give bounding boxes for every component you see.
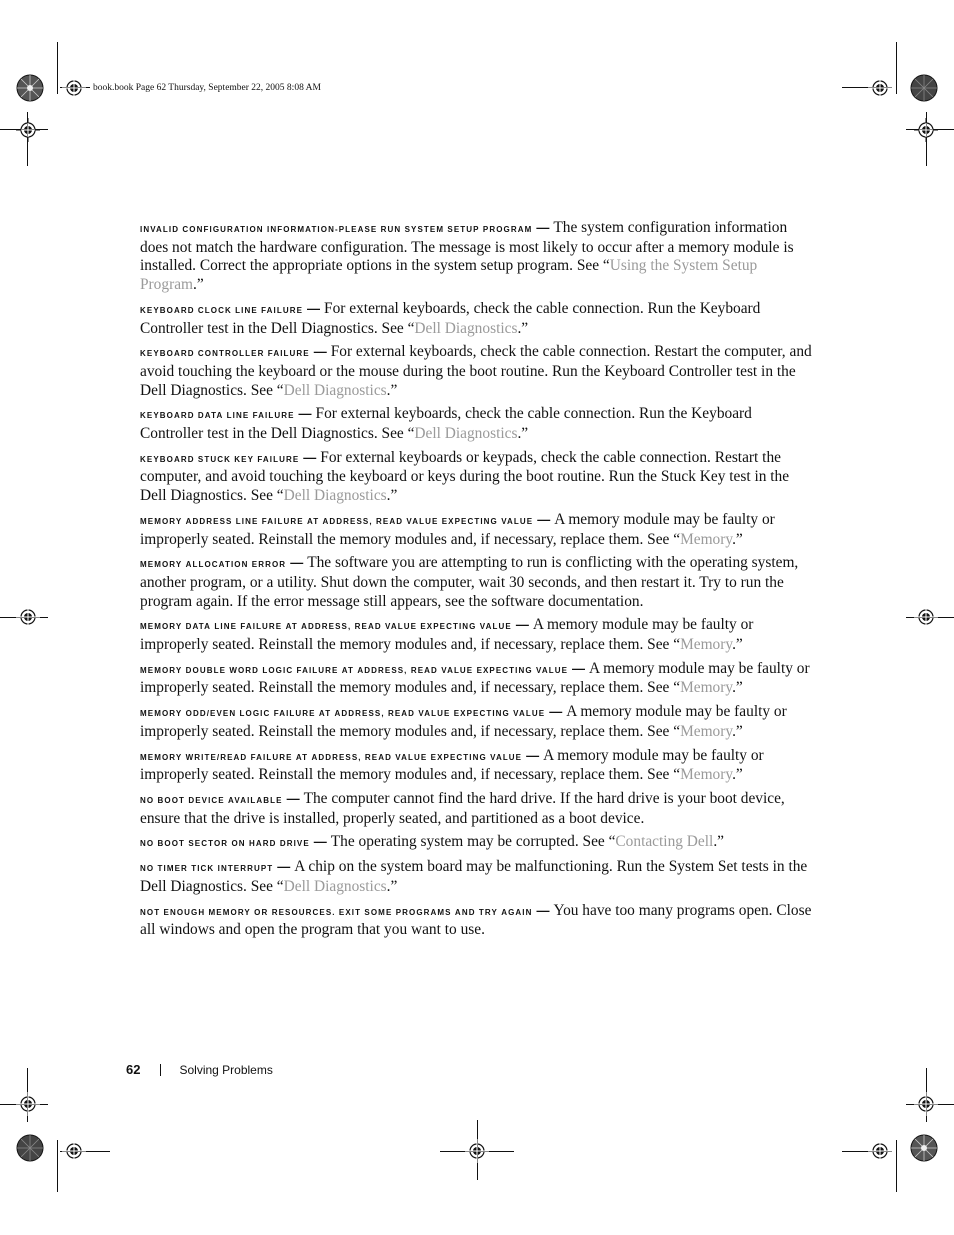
error-term: memory allocation error	[140, 557, 287, 571]
color-wheel-icon	[16, 74, 44, 102]
list-item	[140, 703, 812, 741]
closing-quote: .”	[193, 276, 204, 294]
cross-reference-link[interactable]: Dell Diagnostics	[283, 877, 387, 895]
registration-target-icon	[16, 118, 40, 142]
closing-quote: .”	[713, 833, 724, 851]
em-dash: —	[515, 617, 529, 633]
registration-target-icon	[16, 1092, 40, 1116]
error-term: memory write/read failure at address, read value expecting value	[140, 749, 523, 763]
error-description: You have too many programs open. Close all windows and open the program that you want to use.	[140, 901, 812, 939]
error-term: no timer tick interrupt	[140, 861, 274, 875]
cross-reference-link[interactable]: Memory	[680, 766, 733, 784]
error-term: no boot sector on hard drive	[140, 836, 310, 850]
list-item	[140, 902, 812, 940]
print-file-info: book.book Page 62 Thursday, September 22, 2005 8:08 AM	[93, 83, 321, 93]
error-term: keyboard clock line failure	[140, 302, 304, 316]
color-wheel-icon	[910, 1134, 938, 1162]
closing-quote: .”	[517, 319, 529, 337]
error-term: memory odd/even logic failure at address, read value expecting value	[140, 706, 546, 720]
list-item	[140, 219, 812, 295]
error-description: The software you are attempting to run is conflicting with the operating system, another program, or a utility. Shut down the computer, wait 30 seconds, and then restart it. Try to run the program again. If the error message still appears, see the software documentation.	[140, 554, 799, 610]
registration-target-icon	[868, 1139, 892, 1163]
section-title: Solving Problems	[179, 1062, 273, 1077]
closing-quote: .”	[732, 722, 743, 740]
list-item	[140, 405, 812, 443]
error-description: A chip on the system board may be malfunctioning. Run the System Set tests in the Dell Diagnostics. See “	[140, 858, 808, 895]
closing-quote: .”	[386, 381, 398, 399]
cross-reference-link[interactable]: Dell Diagnostics	[414, 319, 518, 337]
list-item	[140, 300, 812, 338]
em-dash: —	[549, 704, 563, 720]
error-description: The operating system may be corrupted. See “	[330, 833, 616, 851]
registration-target-icon	[62, 76, 86, 100]
em-dash: —	[313, 344, 327, 360]
list-item	[140, 790, 812, 828]
em-dash: —	[526, 747, 540, 763]
error-description: For external keyboards, check the cable connection. Run the Keyboard Controller test in the Dell Diagnostics. See “	[140, 299, 761, 337]
error-description: A memory module may be faulty or improperly seated. Reinstall the memory modules and, if necessary, replace them. See “	[140, 510, 775, 548]
error-description: A memory module may be faulty or improperly seated. Reinstall the memory modules and, if necessary, replace them. See “	[140, 746, 764, 784]
registration-target-icon	[914, 1092, 938, 1116]
error-description: The system configuration information does not match the hardware configuration. The message is most likely to occur after a memory module is installed. Correct the appropriate options in the system setup program. See “	[140, 219, 794, 275]
closing-quote: .”	[386, 877, 398, 895]
closing-quote: .”	[732, 636, 743, 654]
cross-reference-link[interactable]: Dell Diagnostics	[283, 487, 387, 505]
list-item	[140, 858, 812, 896]
page-footer	[126, 1062, 273, 1077]
color-wheel-icon	[16, 1134, 44, 1162]
list-item	[140, 343, 812, 400]
em-dash: —	[572, 660, 586, 676]
error-description: A memory module may be faulty or improperly seated. Reinstall the memory modules and, if necessary, replace them. See “	[140, 703, 787, 740]
error-term: memory address line failure at address, read value expecting value	[140, 513, 534, 527]
error-description: A memory module may be faulty or improperly seated. Reinstall the memory modules and, if necessary, replace them. See “	[140, 659, 810, 697]
registration-target-icon	[16, 605, 40, 629]
error-term: keyboard data line failure	[140, 408, 295, 422]
closing-quote: .”	[732, 766, 743, 784]
em-dash: —	[537, 511, 551, 527]
error-term: no boot device available	[140, 792, 283, 806]
cross-reference-link[interactable]: Dell Diagnostics	[414, 425, 518, 443]
registration-target-icon	[465, 1139, 489, 1163]
em-dash: —	[536, 220, 550, 235]
error-term: invalid configuration information-please run system setup program	[140, 222, 533, 235]
em-dash: —	[307, 300, 321, 316]
registration-target-icon	[914, 605, 938, 629]
error-term: keyboard stuck key failure	[140, 451, 300, 465]
error-term: memory double word logic failure at address, read value expecting value	[140, 662, 569, 676]
error-message-list	[140, 219, 812, 945]
error-term: not enough memory or resources. exit some programs and try again	[140, 904, 533, 918]
error-term: memory data line failure at address, read value expecting value	[140, 619, 512, 633]
em-dash: —	[290, 555, 304, 571]
closing-quote: .”	[732, 679, 743, 697]
cross-reference-link[interactable]: Contacting Dell	[615, 833, 714, 851]
list-item	[140, 554, 812, 611]
error-description: A memory module may be faulty or improperly seated. Reinstall the memory modules and, if necessary, replace them. See “	[140, 616, 754, 654]
closing-quote: .”	[732, 530, 743, 548]
cross-reference-link[interactable]: Memory	[680, 679, 733, 697]
error-description: For external keyboards, check the cable connection. Run the Keyboard Controller test in the Dell Diagnostics. See “	[140, 405, 752, 443]
cross-reference-link[interactable]: Memory	[680, 636, 733, 654]
cross-reference-link[interactable]: Memory	[680, 722, 733, 740]
error-description: The computer cannot find the hard drive. If the hard drive is your boot device, ensure that the drive is installed, properly seated, and partitioned as a boot device.	[140, 789, 785, 827]
list-item	[140, 833, 812, 853]
registration-target-icon	[62, 1139, 86, 1163]
list-item	[140, 616, 812, 654]
error-description: For external keyboards, check the cable connection. Restart the computer, and avoid touching the keyboard or the mouse during the boot routine. Run the Keyboard Controller test in the Dell Diagnostics. See “	[140, 343, 812, 399]
closing-quote: .”	[517, 425, 529, 443]
error-description: For external keyboards or keypads, check the cable connection. Restart the computer, and avoid touching the keyboard or keys during the boot routine. Run the Stuck Key test in the Dell Diagnostics. See “	[140, 448, 790, 505]
footer-divider	[160, 1064, 161, 1076]
color-wheel-icon	[910, 74, 938, 102]
em-dash: —	[303, 449, 317, 465]
cross-reference-link[interactable]: Memory	[680, 530, 733, 548]
cross-reference-link[interactable]: Dell Diagnostics	[283, 381, 387, 399]
list-item	[140, 747, 812, 785]
error-term: keyboard controller failure	[140, 346, 310, 360]
page-number: 62	[126, 1062, 141, 1077]
registration-target-icon	[914, 118, 938, 142]
list-item	[140, 511, 812, 549]
cross-reference-link[interactable]: Using the System Setup Program	[140, 257, 758, 294]
em-dash: —	[313, 834, 327, 850]
em-dash: —	[298, 406, 312, 422]
em-dash: —	[286, 790, 300, 806]
list-item	[140, 660, 812, 698]
em-dash: —	[536, 902, 550, 918]
em-dash: —	[277, 859, 291, 875]
registration-target-icon	[868, 76, 892, 100]
list-item	[140, 449, 812, 506]
closing-quote: .”	[386, 487, 398, 505]
